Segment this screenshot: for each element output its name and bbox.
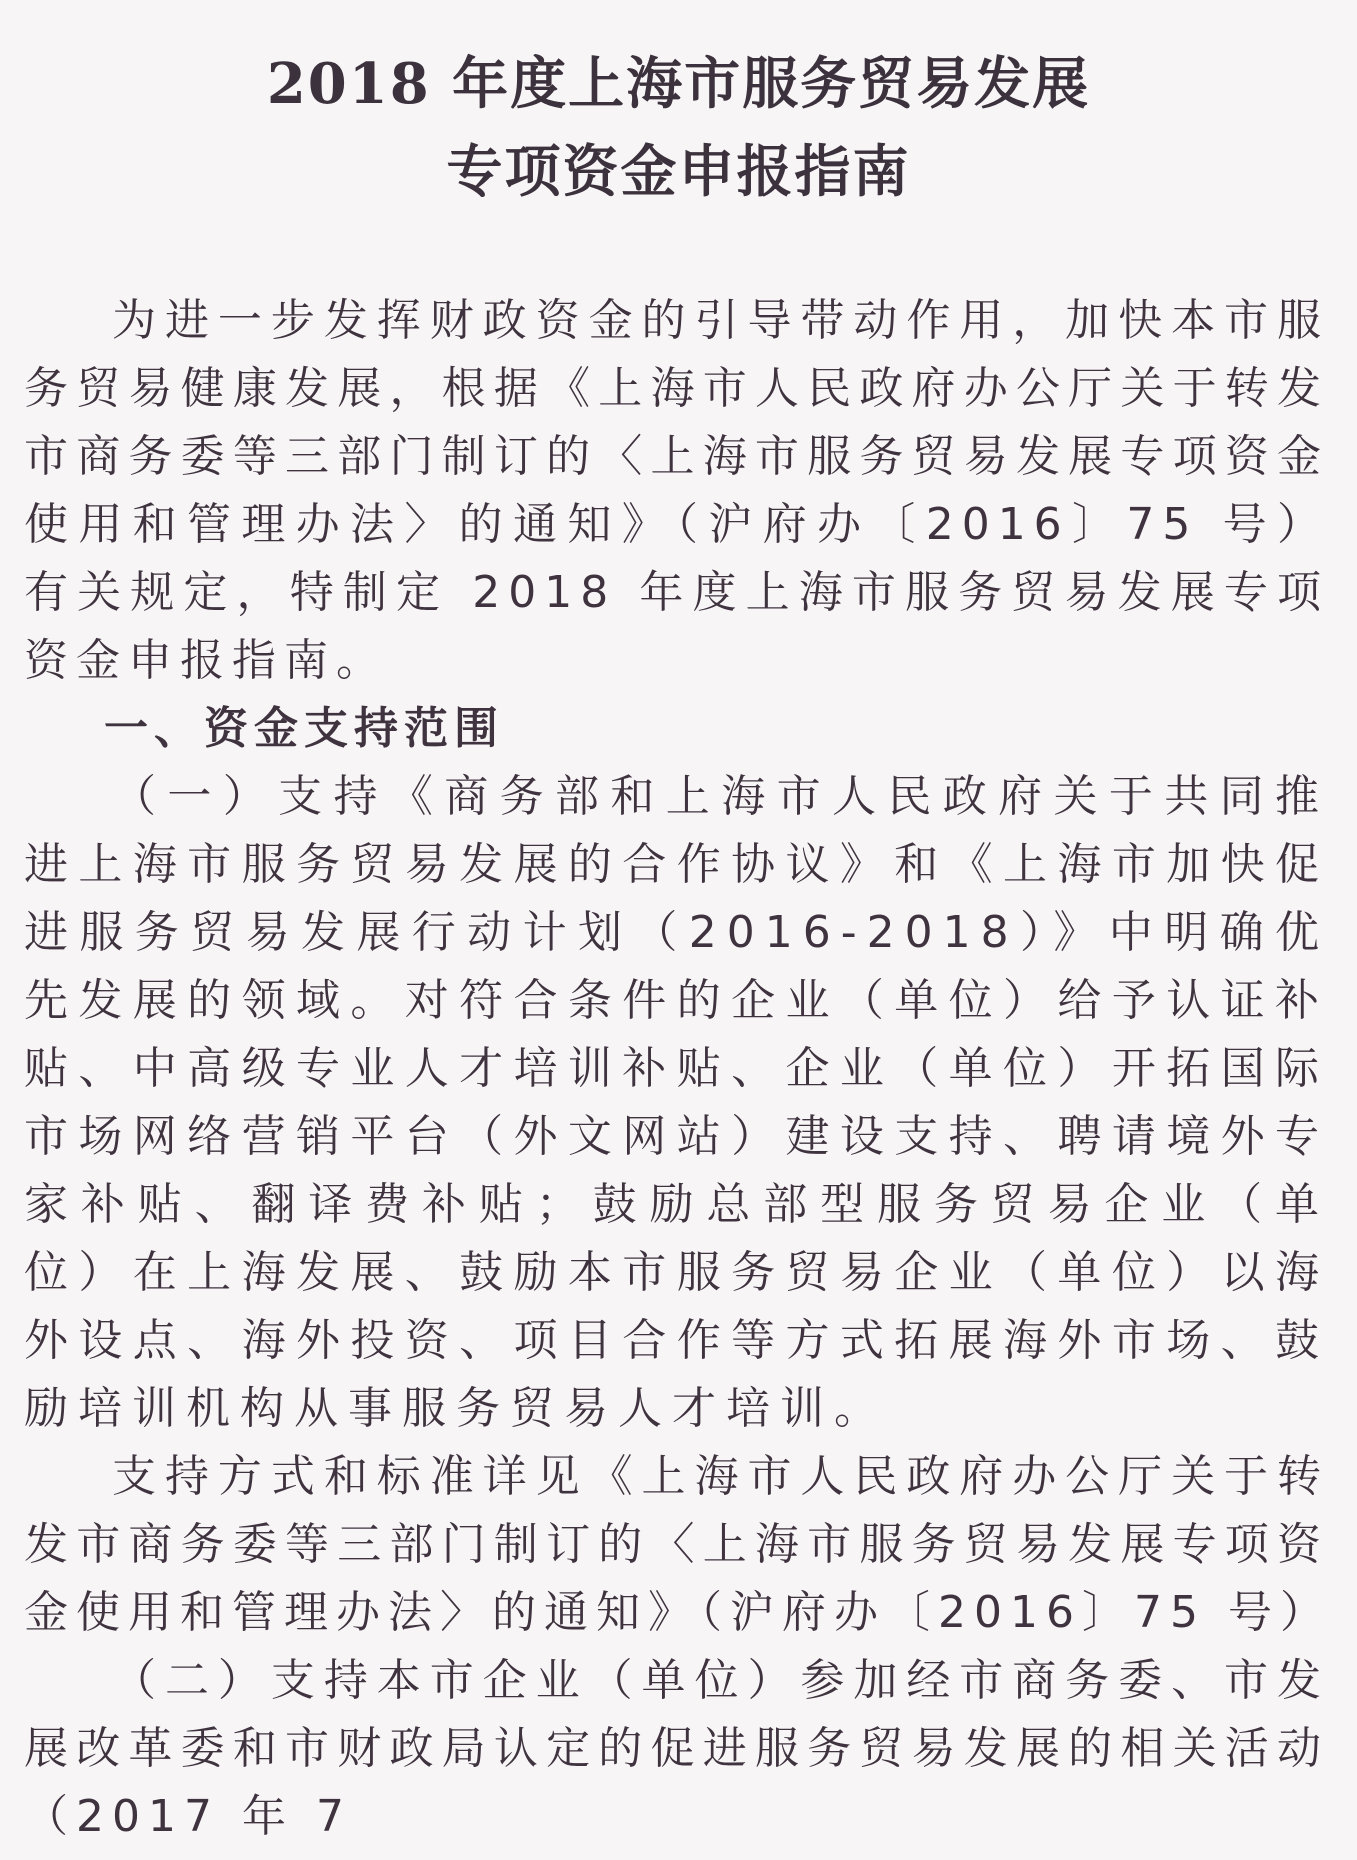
section-heading-funding-scope: 一、资金支持范围: [104, 703, 504, 754]
intro-paragraph: 为进一步发挥财政资金的引导带动作用，加快本市服务贸易健康发展，根据《上海市人民政府办公厅关于转发市商务委等三部门制订的〈上海市服务贸易发展专项资金使用和管理办法〉的通知》（沪府办〔2016〕75 号）有关规定，特制定 2018 年度上海市服务贸易发展专项资金申报指南。: [24, 295, 1329, 686]
document-title: [0, 40, 1357, 216]
document-body: [24, 287, 1332, 1851]
item-1-paragraph: （一）支持《商务部和上海市人民政府关于共同推进上海市服务贸易发展的合作协议》和《上海市加快促进服务贸易发展行动计划（2016-2018）》中明确优先发展的领域。对符合条件的企业（单位）给予认证补贴、中高级专业人才培训补贴、企业（单位）开拓国际市场网络营销平台（外文网站）建设支持、聘请境外专家补贴、翻译费补贴；鼓励总部型服务贸易企业（单位）在上海发展、鼓励本市服务贸易企业（单位）以海外设点、海外投资、项目合作等方式拓展海外市场、鼓励培训机构从事服务贸易人才培训。: [24, 771, 1329, 1434]
title-line-2: 专项资金申报指南: [446, 139, 911, 205]
support-note-paragraph: 支持方式和标准详见《上海市人民政府办公厅关于转发市商务委等三部门制订的〈上海市服务贸易发展专项资金使用和管理办法〉的通知》（沪府办〔2016〕75 号）: [24, 1451, 1332, 1638]
title-line-1: 2018 年度上海市服务贸易发展: [266, 51, 1091, 117]
item-2-paragraph: （二）支持本市企业（单位）参加经市商务委、市发展改革委和市财政局认定的促进服务贸易发展的相关活动（2017 年 7: [24, 1655, 1329, 1842]
